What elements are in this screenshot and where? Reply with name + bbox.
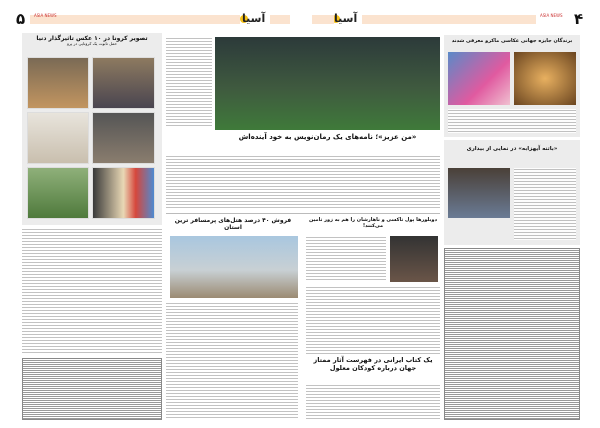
page-number-right: ۴: [574, 10, 584, 28]
book-text: [306, 384, 440, 420]
macro-box: [444, 35, 580, 137]
hotel-headline: فروش ۴۰ درصد هتل‌های پرمسافر ترین استان: [174, 217, 292, 232]
macro-text: [448, 109, 576, 133]
photo-coffins: [92, 57, 155, 109]
main-headline: «من عزیز»؛ نامه‌های یک رمان‌نویس به خود آینده‌اش: [238, 133, 417, 141]
notice-ad-left: [22, 358, 162, 420]
photo-playground: [27, 167, 89, 219]
divider: [166, 213, 440, 214]
macro-photo-1: [448, 52, 510, 105]
classified-ads: [444, 248, 580, 420]
dubbing-text-2: [306, 286, 440, 354]
brand-en-right: ASIA NEWS: [540, 13, 563, 18]
main-photo-field: [215, 37, 440, 130]
article-text-left: [22, 228, 162, 353]
photo-shrine: [92, 112, 155, 164]
film-box: [444, 140, 580, 245]
main-article-text: [166, 155, 440, 210]
header-band-left: [30, 15, 240, 24]
logo-left: آسیا: [242, 12, 266, 25]
film-headline: «باتنه آیهزابه» در نمایی از بیداری: [466, 146, 558, 152]
header-band-left-end: [270, 15, 290, 24]
photo-feature-subhead: حمل تابوت یک کرونایی در پرو: [67, 41, 117, 47]
dubbing-headline: دوبلورها پول تاکسی و ناهارشان را هم به زور تامین می‌کنند!: [308, 217, 438, 229]
photo-robot: [27, 112, 89, 164]
macro-headline: برندگان جایزه جهانی عکاسی ماکرو معرفی شدند: [451, 38, 573, 44]
dubber-photo: [390, 236, 438, 282]
dubbing-text: [306, 236, 386, 282]
photo-cafe: [27, 57, 89, 109]
film-still-photo: [448, 168, 510, 218]
photo-feature-box: [22, 33, 162, 225]
hotel-photo: [170, 236, 298, 298]
header-band-right: [362, 15, 536, 24]
photo-feature-headline: تصویر کرونا در ۱۰ عکس تاثیرگذار دنیا: [36, 35, 148, 42]
logo-right: آسیا: [334, 12, 358, 25]
article-column: [166, 37, 212, 127]
hotel-article-text: [166, 302, 298, 420]
photo-rainbow: [92, 167, 155, 219]
macro-photo-2: [514, 52, 576, 105]
book-headline: یک کتاب ایرانی در فهرست آثار ممتاز جهان درباره کودکان معلول: [313, 356, 433, 372]
header-band-right-start: [312, 15, 334, 24]
brand-en-left: ASIA NEWS: [34, 13, 57, 18]
film-text: [514, 168, 576, 240]
page-number-left: ۵: [16, 10, 26, 28]
